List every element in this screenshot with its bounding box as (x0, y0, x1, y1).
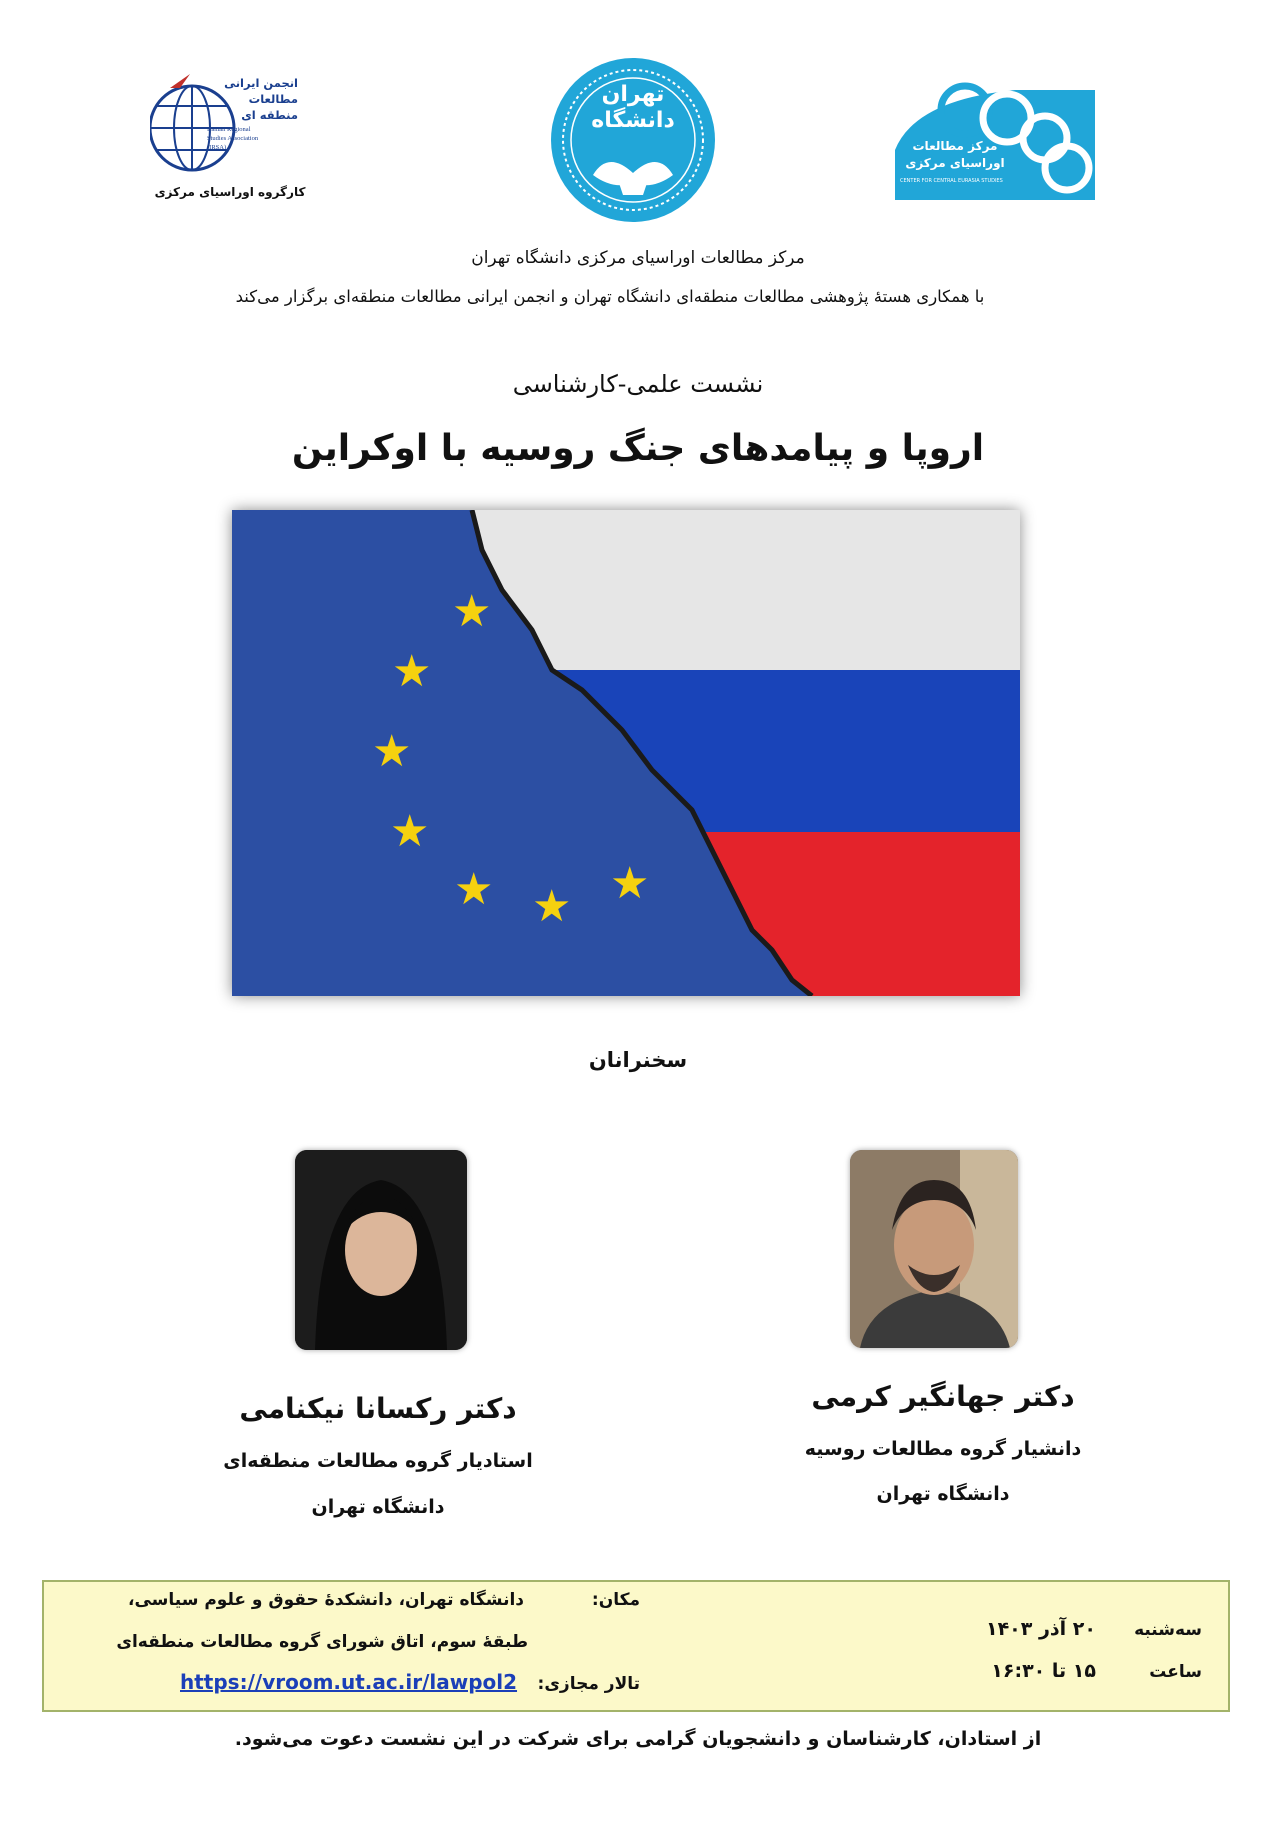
page-title: اروپا و پیامدهای جنگ روسیه با اوکراین (291, 428, 985, 469)
place-line-2: طبقۀ سوم، اتاق شورای گروه مطالعات منطقه‌ای (116, 1632, 528, 1652)
day-label: سه‌شنبه (1134, 1620, 1202, 1640)
invitation-text: از استادان، کارشناسان و دانشجویان گرامی برای شرکت در این نشست دعوت می‌شود. (234, 1728, 1042, 1750)
collaboration-line: با همکاری هستۀ پژوهشی مطالعات منطقه‌ای دانشگاه تهران و انجمن ایرانی مطالعات منطقه‌ای برگزار می‌کند (235, 287, 985, 306)
cces-logo-line: مرکز مطالعات (912, 139, 998, 153)
irsa-logo-line: منطقه ای (241, 108, 298, 122)
speakers-heading: سخنرانان (588, 1048, 688, 1072)
cces-logo-line-en: CENTER FOR CENTRAL EURASIA STUDIES (900, 178, 1003, 184)
eu-star-icon: ★ (392, 646, 432, 697)
speaker-name: دکتر رکسانا نیکنامی (239, 1392, 517, 1425)
event-date: ۲۰ آذر ۱۴۰۳ (985, 1618, 1096, 1640)
event-info-box (42, 1580, 1230, 1712)
event-time: ۱۵ تا ۱۶:۳۰ (991, 1660, 1096, 1682)
irsa-logo-line-en: (IRSA) (207, 144, 227, 151)
speaker-photo-niknami (295, 1150, 467, 1350)
cces-logo-line: اوراسیای مرکزی (905, 156, 1005, 170)
eu-star-icon: ★ (610, 858, 650, 909)
irsa-logo-line-en: Iranian Regional (207, 126, 251, 133)
speaker-role: استادیار گروه مطالعات منطقه‌ای (223, 1450, 533, 1472)
speaker-photo-karami (850, 1150, 1018, 1348)
eu-star-icon: ★ (452, 586, 492, 637)
place-label: مکان: (591, 1590, 640, 1610)
ut-logo-line: دانشگاه (591, 108, 675, 133)
irsa-logo-caption: کارگروه اوراسیای مرکزی (154, 185, 306, 199)
virtual-hall-link[interactable]: https://vroom.ut.ac.ir/lawpol2 (180, 1670, 518, 1694)
speaker-name: دکتر جهانگیر کرمی (811, 1380, 1075, 1413)
irsa-logo-line: انجمن ایرانی (224, 76, 298, 90)
eu-star-icon: ★ (372, 726, 412, 777)
university-of-tehran-logo (548, 55, 718, 225)
irsa-logo-line-en: Studies Association (207, 135, 259, 142)
time-label: ساعت (1149, 1662, 1202, 1682)
cces-logo-letters (1040, 82, 1043, 83)
speaker-affiliation: دانشگاه تهران (311, 1496, 445, 1518)
place-line-1: دانشگاه تهران، دانشکدۀ حقوق و علوم سیاسی، (128, 1590, 524, 1610)
eu-star-icon: ★ (454, 864, 494, 915)
eu-star-icon: ★ (390, 806, 430, 857)
ut-logo-line: تهران (601, 82, 665, 107)
irsa-logo-line: مطالعات (248, 92, 298, 106)
speaker-affiliation: دانشگاه تهران (876, 1483, 1010, 1505)
speaker-role: دانشیار گروه مطالعات روسیه (804, 1438, 1082, 1460)
virtual-hall-label: تالار مجازی: (537, 1674, 640, 1694)
organizer-line: مرکز مطالعات اوراسیای مرکزی دانشگاه تهران (471, 248, 805, 268)
event-type: نشست علمی-کارشناسی (512, 370, 764, 398)
eu-star-icon: ★ (532, 881, 572, 932)
